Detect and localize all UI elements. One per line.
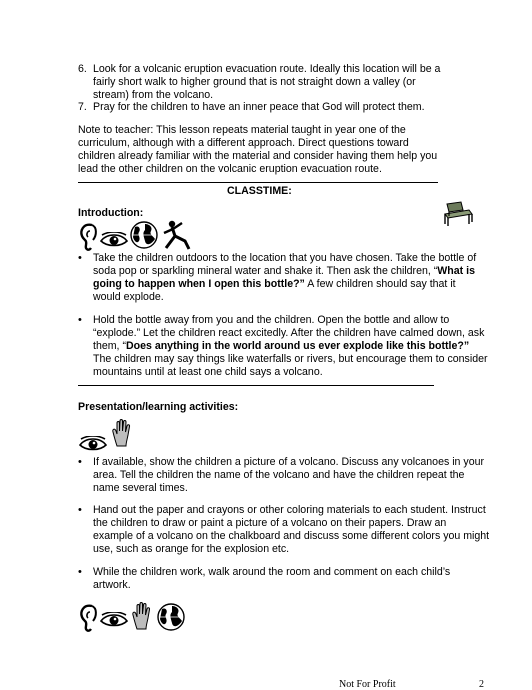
step-6-line-3: stream) from the volcano. bbox=[93, 89, 214, 101]
step-7-number: 7. bbox=[78, 101, 87, 113]
intro-bullet-2-line-2: “explode.” Let the children react excitedly. After the children have calmed down, ask bbox=[93, 327, 485, 339]
step-7-line-1: Pray for the children to have an inner peace that God will protect them. bbox=[93, 101, 425, 113]
pres-bullet-3-line-1: While the children work, walk around the room and comment on each child’s bbox=[93, 566, 451, 578]
globe-icon bbox=[129, 219, 159, 251]
ear-icon bbox=[78, 222, 98, 252]
pres-bullet-2-line-4: use, such as orange for the explosion etc. bbox=[93, 543, 290, 555]
eye-icon bbox=[99, 232, 129, 248]
bullet-marker: • bbox=[78, 566, 82, 578]
intro-bullet-2-line-3: them, “Does anything in the world around us ever explode like this bottle?” bbox=[93, 340, 470, 352]
step-6-line-1: Look for a volcanic eruption evacuation route. Ideally this location will be a bbox=[93, 63, 441, 75]
pres-bullet-1-line-3: name several times. bbox=[93, 482, 188, 494]
note-line-2: curriculum, although with a different approach. Direct questions toward bbox=[78, 137, 409, 149]
hand-icon bbox=[111, 418, 133, 448]
bullet-marker: • bbox=[78, 456, 82, 468]
classtime-heading: CLASSTIME: bbox=[227, 185, 292, 197]
footer-label: Not For Profit bbox=[339, 679, 396, 690]
intro-bullet-1-line-2: soda pop or sparkling mineral water and shake it. Then ask the children, “What is bbox=[93, 265, 475, 277]
intro-bullet-2-line-4: The children may say things like waterfalls or rivers, but encourage them to consider bbox=[93, 353, 488, 365]
intro-bullet-1-line-1: Take the children outdoors to the location that you have chosen. Take the bottle of bbox=[93, 252, 477, 264]
pres-bullet-2-line-1: Hand out the paper and crayons or other coloring materials to each student. Instruct bbox=[93, 504, 486, 516]
desk-icon bbox=[441, 200, 475, 228]
intro-bullet-1-line-4: would explode. bbox=[93, 291, 164, 303]
exercise-figure-icon bbox=[161, 219, 191, 251]
note-line-4: lead the other children on the volcanic eruption evacuation route. bbox=[78, 163, 382, 175]
pres-bullet-3-line-2: artwork. bbox=[93, 579, 131, 591]
pres-bullet-1-line-1: If available, show the children a picture of a volcano. Discuss any volcanoes in your bbox=[93, 456, 485, 468]
bullet-marker: • bbox=[78, 314, 82, 326]
intro-bullet-2-line-5: mountains until at least one child says a volcano. bbox=[93, 366, 323, 378]
presentation-heading: Presentation/learning activities: bbox=[78, 401, 239, 413]
introduction-heading: Introduction: bbox=[78, 207, 144, 219]
hand-icon bbox=[131, 601, 153, 631]
eye-icon bbox=[78, 436, 108, 452]
eye-icon bbox=[99, 612, 129, 628]
ear-icon bbox=[78, 603, 98, 633]
intro-bullet-1-line-3: going to happen when I open this bottle?” A few children should say that it bbox=[93, 278, 456, 290]
step-6-line-2: fairly short walk to higher ground that is not straight down a valley (or bbox=[93, 76, 416, 88]
page-number: 2 bbox=[479, 679, 484, 690]
intro-bullet-2-line-1: Hold the bottle away from you and the children. Open the bottle and allow to bbox=[93, 314, 450, 326]
note-line-3: children already familiar with the material and consider having them help you bbox=[78, 150, 438, 162]
note-line-1: Note to teacher: This lesson repeats material taught in year one of the bbox=[78, 124, 406, 136]
pres-bullet-2-line-3: example of a volcano on the chalkboard and discuss some different colors you might bbox=[93, 530, 490, 542]
pres-bullet-1-line-2: area. Tell the children the name of the volcano and have the children repeat the bbox=[93, 469, 465, 481]
bullet-marker: • bbox=[78, 252, 82, 264]
step-6-number: 6. bbox=[78, 63, 87, 75]
globe-icon bbox=[156, 601, 186, 633]
divider-top bbox=[78, 182, 438, 183]
divider-middle bbox=[78, 385, 434, 386]
pres-bullet-2-line-2: the children to draw or paint a picture of a volcano on their papers. Draw an bbox=[93, 517, 447, 529]
bullet-marker: • bbox=[78, 504, 82, 516]
